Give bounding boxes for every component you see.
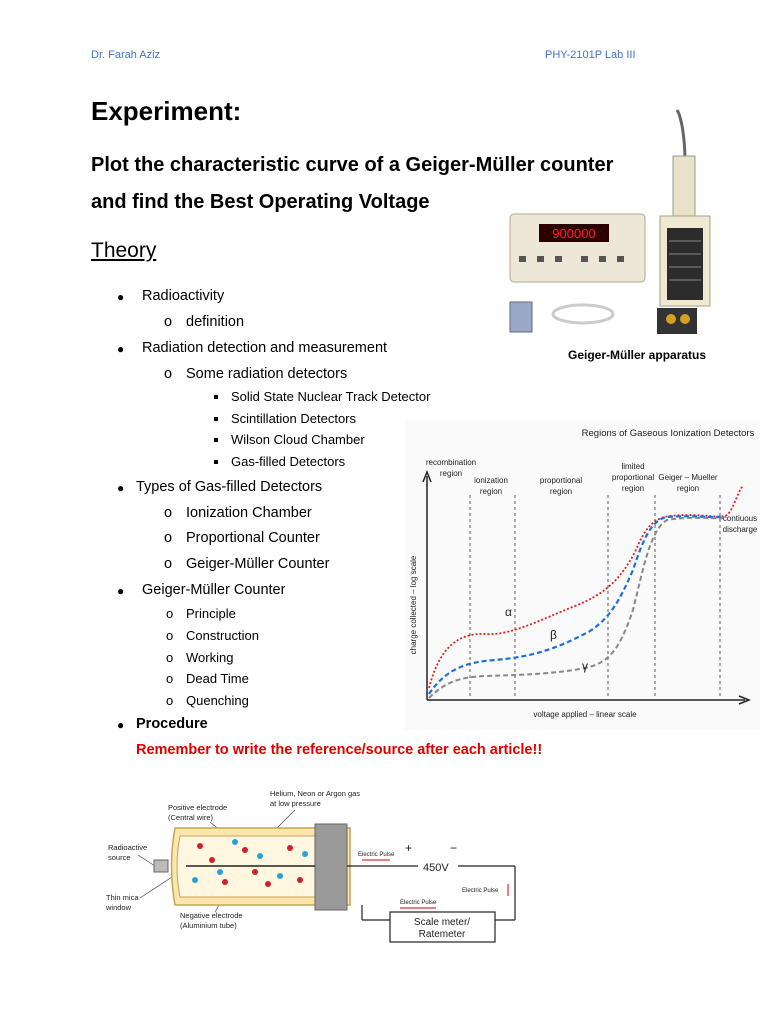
gm-item: Construction xyxy=(186,628,259,643)
type-item: Ionization Chamber xyxy=(186,505,312,521)
type-item: Geiger-Müller Counter xyxy=(186,556,330,572)
source-label: source xyxy=(108,853,131,862)
region-proportional-label: proportional xyxy=(539,476,583,485)
window-label: window xyxy=(106,903,132,912)
circle-bullet-icon: o xyxy=(164,366,173,382)
ratemeter-label: Scale meter/ xyxy=(413,917,471,928)
positive-electrode-label: Positive electrode xyxy=(168,803,228,812)
outline-detection: Radiation detection and measurement xyxy=(142,340,388,356)
outline-procedure: Procedure xyxy=(136,716,208,732)
chart-title: Regions of Gaseous Ionization Detectors xyxy=(581,428,755,439)
outline-some-detectors: Some radiation detectors xyxy=(186,366,348,382)
alpha-label: α xyxy=(505,605,512,619)
subtitle-line-1: Plot the characteristic curve of a Geiger-Müller counter xyxy=(91,154,614,176)
ratemeter-label: Ratemeter xyxy=(418,929,466,940)
square-bullet-icon xyxy=(214,417,218,421)
apparatus-caption: Geiger-Müller apparatus xyxy=(568,348,707,362)
window-label: Thin mica xyxy=(106,893,139,902)
gm-item: Quenching xyxy=(186,693,249,708)
x-axis-label: voltage applied – linear scale xyxy=(533,710,637,719)
y-axis-label: charge collected – log scale xyxy=(409,555,418,655)
region-geiger-label: Geiger – Mueller xyxy=(658,473,718,482)
circle-bullet-icon: o xyxy=(164,505,173,521)
reference-reminder: Remember to write the reference/source after each article!! xyxy=(136,742,543,758)
circle-bullet-icon: o xyxy=(166,650,174,665)
circle-bullet-icon: o xyxy=(164,314,173,330)
negative-electrode-label: (Aluminium tube) xyxy=(180,921,237,930)
detector-item: Gas-filled Detectors xyxy=(231,454,346,469)
gm-item: Principle xyxy=(186,606,236,621)
gm-apparatus-image xyxy=(505,106,725,346)
outline-definition: definition xyxy=(186,314,245,330)
electric-pulse-label: Electric Pulse xyxy=(400,900,437,906)
electric-pulse-label: Electric Pulse xyxy=(462,888,499,894)
minus-sign: − xyxy=(450,841,458,855)
source-label: Radioactive xyxy=(108,843,148,852)
gas-label: at low pressure xyxy=(270,799,321,808)
electric-pulse-label: Electric Pulse xyxy=(358,852,395,858)
type-item: Proportional Counter xyxy=(186,530,320,546)
gm-tube-diagram xyxy=(100,780,530,950)
region-continuous-label: contiuous xyxy=(722,514,758,523)
bullet-icon: ● xyxy=(117,342,125,356)
gamma-label: γ xyxy=(582,659,588,673)
counter-display: 900000 xyxy=(552,226,596,241)
voltage-label: 450V xyxy=(423,862,449,874)
circle-bullet-icon: o xyxy=(166,606,174,621)
tube-end-cap xyxy=(315,824,347,910)
detector-item: Solid State Nuclear Track Detector xyxy=(231,389,431,404)
theory-heading: Theory xyxy=(91,239,157,262)
bullet-icon: ● xyxy=(117,481,125,495)
bullet-icon: ● xyxy=(117,718,125,732)
square-bullet-icon xyxy=(214,395,218,399)
region-geiger-label: region xyxy=(676,484,700,493)
region-proportional-label: region xyxy=(549,487,573,496)
circle-bullet-icon: o xyxy=(166,671,174,686)
circle-bullet-icon: o xyxy=(164,530,173,546)
header-author: Dr. Farah Aziz xyxy=(91,49,161,61)
outline-types-heading: Types of Gas-filled Detectors xyxy=(136,479,323,495)
beta-label: β xyxy=(550,628,557,642)
gas-label: Helium, Neon or Argon gas xyxy=(270,789,361,798)
subtitle-line-2: and find the Best Operating Voltage xyxy=(91,191,430,213)
gm-item: Dead Time xyxy=(186,671,249,686)
ionization-regions-chart xyxy=(405,420,760,730)
square-bullet-icon xyxy=(214,438,218,442)
page-title: Experiment: xyxy=(91,96,242,126)
region-recombination-label: recombination xyxy=(425,458,477,467)
bullet-icon: ● xyxy=(117,290,125,304)
square-bullet-icon xyxy=(214,460,218,464)
outline-radioactivity: Radioactivity xyxy=(142,288,225,304)
region-limited-label: proportional xyxy=(611,473,655,482)
region-continuous-label: discharge xyxy=(722,525,758,534)
gm-item: Working xyxy=(186,650,234,665)
detector-item: Scintillation Detectors xyxy=(231,411,356,426)
positive-electrode-label: (Central wire) xyxy=(168,813,214,822)
outline-gm-heading: Geiger-Müller Counter xyxy=(142,582,286,598)
region-ionization-label: ionization xyxy=(474,476,508,485)
region-ionization-label: region xyxy=(479,487,503,496)
header-course: PHY-2101P Lab III xyxy=(545,49,636,61)
detector-item: Wilson Cloud Chamber xyxy=(231,432,365,447)
circle-bullet-icon: o xyxy=(164,556,173,572)
negative-electrode-label: Negative electrode xyxy=(180,911,243,920)
circle-bullet-icon: o xyxy=(166,693,174,708)
region-recombination-label: region xyxy=(439,469,463,478)
circle-bullet-icon: o xyxy=(166,628,174,643)
region-limited-label: region xyxy=(621,484,645,493)
region-limited-label: limited xyxy=(621,462,645,471)
bullet-icon: ● xyxy=(117,584,125,598)
plus-sign: + xyxy=(405,841,413,855)
radioactive-source xyxy=(154,860,168,872)
